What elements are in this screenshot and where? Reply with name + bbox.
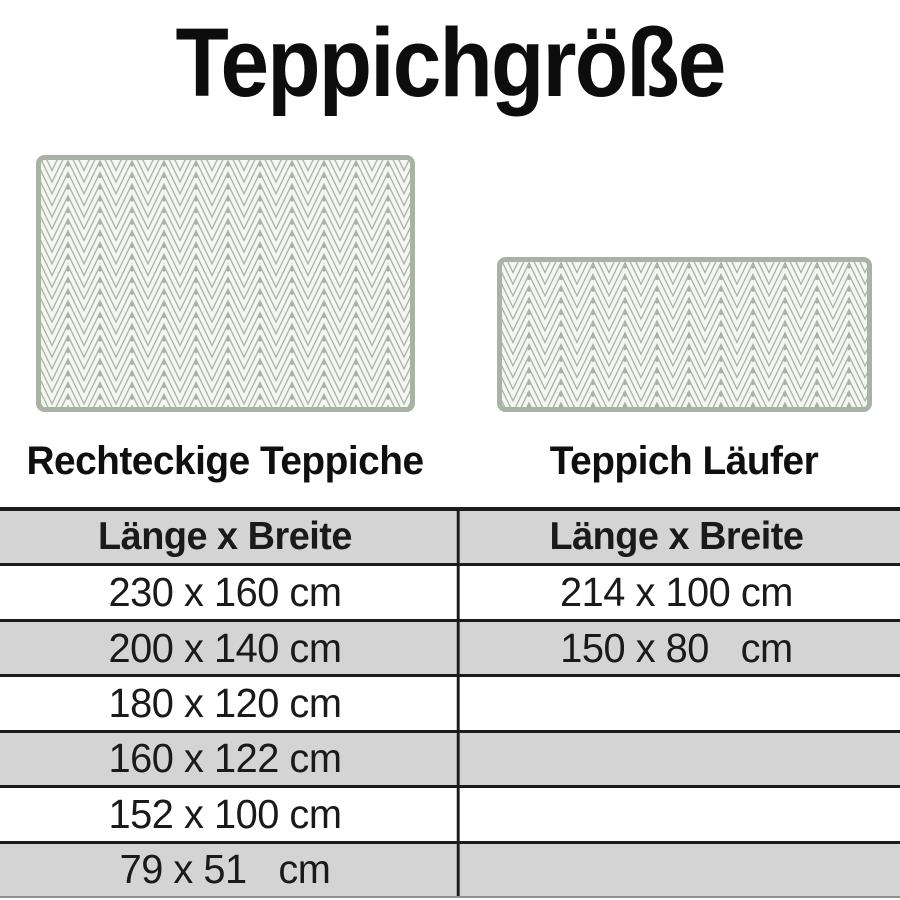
header-cell-right: Länge x Breite bbox=[457, 511, 894, 563]
size-cell-right-2 bbox=[457, 677, 894, 729]
page-title: Teppichgröße bbox=[175, 8, 725, 117]
size-cell-right-0: 214 x 100 cm bbox=[457, 566, 894, 618]
table-row bbox=[0, 619, 900, 674]
runner-rug-image bbox=[497, 257, 872, 412]
size-cell-right-1: 150 x 80 cm bbox=[457, 622, 894, 674]
table-row bbox=[0, 730, 900, 785]
size-cell-left-4: 152 x 100 cm bbox=[108, 790, 342, 837]
size-cell-left-5: 79 x 51 cm bbox=[119, 846, 331, 893]
rectangular-rugs-label: Rechteckige Teppiche bbox=[26, 439, 424, 483]
table-row bbox=[0, 785, 900, 840]
size-cell-right-3 bbox=[457, 733, 894, 785]
table-row bbox=[0, 674, 900, 729]
size-cell-left-1: 200 x 140 cm bbox=[108, 624, 342, 671]
size-cell-left-2: 180 x 120 cm bbox=[108, 679, 342, 726]
rectangular-rug-image bbox=[36, 155, 415, 412]
size-cell-left-3: 160 x 122 cm bbox=[108, 735, 342, 782]
header-cell-left: Länge x Breite bbox=[98, 515, 352, 559]
table-row bbox=[0, 841, 900, 896]
size-cell-left-0: 230 x 160 cm bbox=[108, 569, 342, 616]
runner-rugs-label: Teppich Läufer bbox=[549, 439, 819, 483]
size-table bbox=[0, 507, 900, 898]
size-cell-right-4 bbox=[457, 788, 894, 840]
table-row bbox=[0, 563, 900, 618]
size-cell-right-5 bbox=[457, 844, 894, 896]
table-header-row bbox=[0, 511, 900, 563]
